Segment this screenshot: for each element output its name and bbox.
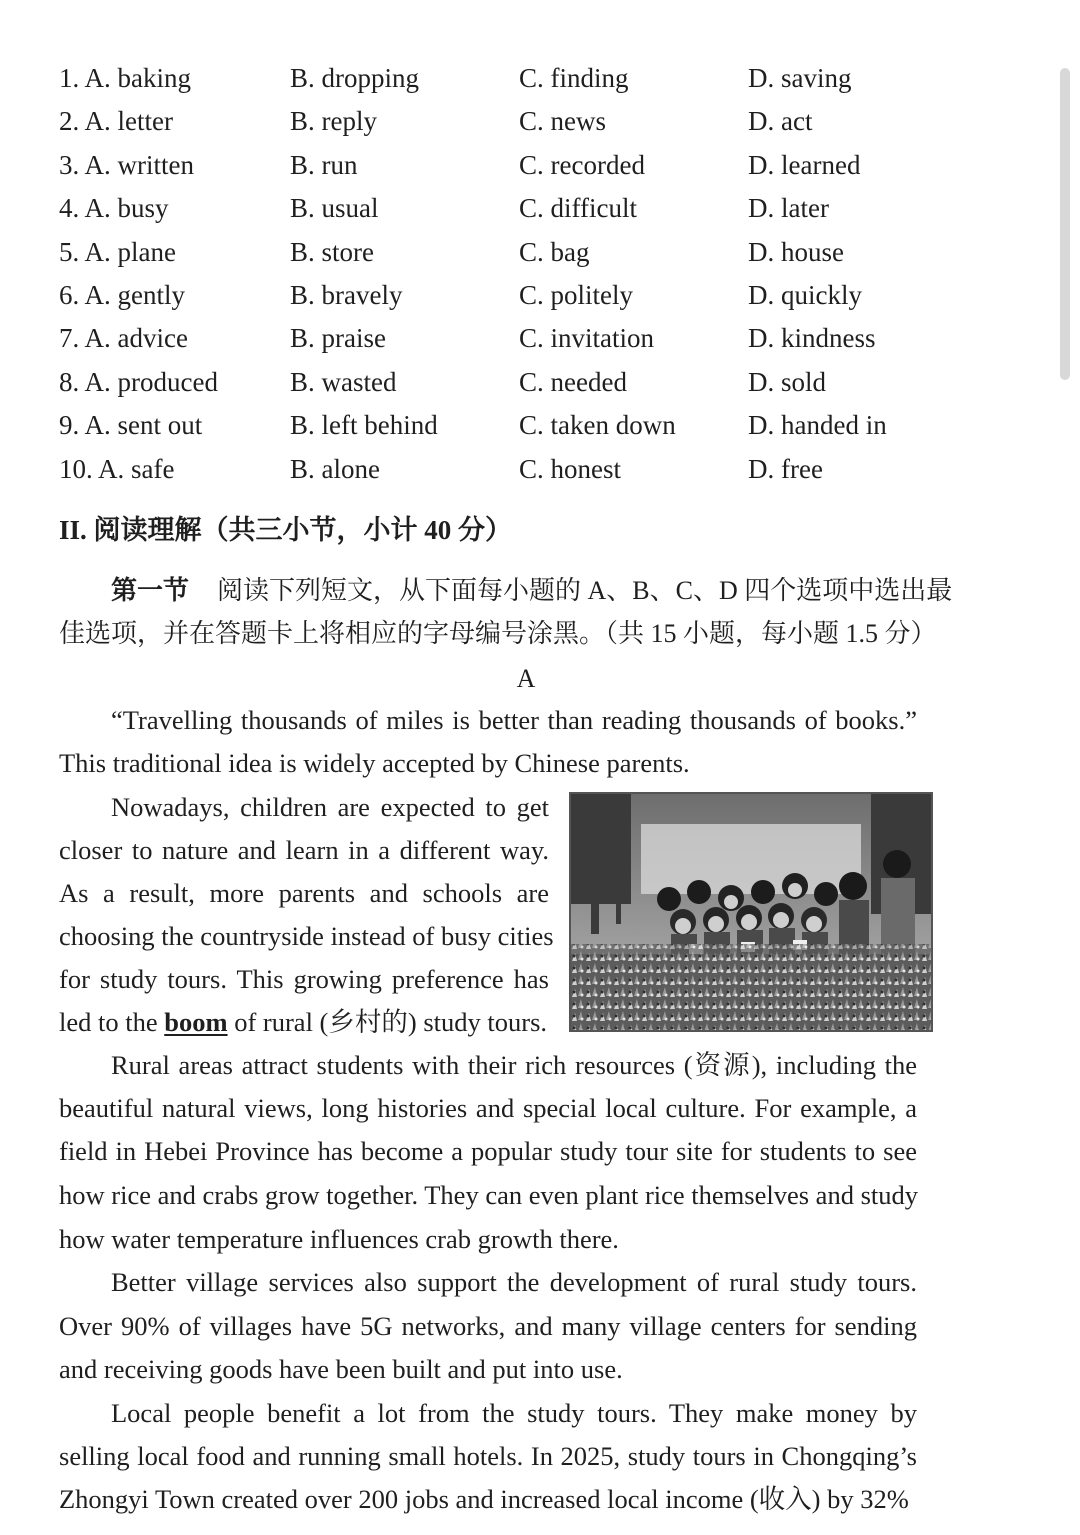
- option-c: C. needed: [519, 366, 627, 397]
- paragraph-5-line-3: Zhongyi Town created over 200 jobs and increased local income (收入) by 32%: [59, 1484, 909, 1514]
- paragraph-5-line-1: Local people benefit a lot from the study tours. They make money by: [111, 1398, 917, 1428]
- paragraph-4-line-2: Over 90% of villages have 5G networks, and many village centers for sending: [59, 1311, 917, 1341]
- paragraph-1-line-2: This traditional idea is widely accepted by Chinese parents.: [59, 748, 690, 778]
- boom-word: boom: [164, 1007, 228, 1037]
- option-d: D. quickly: [748, 280, 862, 310]
- option-c: C. politely: [519, 280, 633, 310]
- option-a: 1. A. baking: [59, 63, 191, 93]
- paragraph-2-line-3: As a result, more parents and schools are: [59, 878, 549, 908]
- paragraph-2-line-5: for study tours. This growing preference has: [59, 964, 549, 994]
- question-row: [0, 231, 1080, 274]
- text-before-boom: led to the: [59, 1007, 165, 1037]
- option-d: D. later: [748, 193, 829, 224]
- paragraph-2-line-4: choosing the countryside instead of busy cities: [59, 921, 554, 951]
- question-row: [0, 361, 1080, 404]
- option-b: B. praise: [290, 323, 386, 354]
- question-row: [0, 187, 1080, 230]
- paragraph-5-line-2: selling local food and running small hotels. In 2025, study tours in Chongqing’s: [59, 1441, 917, 1471]
- option-a: 7. A. advice: [59, 323, 188, 354]
- question-row: [0, 317, 1080, 360]
- option-c: C. finding: [519, 63, 629, 93]
- option-d: D. house: [748, 236, 844, 267]
- question-row: [0, 144, 1080, 187]
- option-b: B. usual: [290, 193, 379, 224]
- option-d: D. kindness: [748, 323, 876, 354]
- option-c: C. bag: [519, 236, 590, 267]
- scrollbar-thumb[interactable]: [1060, 68, 1070, 380]
- option-a: 6. A. gently: [59, 280, 185, 310]
- paragraph-4-line-3: and receiving goods have been built and put into use.: [59, 1354, 623, 1384]
- option-c: C. news: [519, 106, 606, 137]
- option-b: B. alone: [290, 453, 380, 484]
- paragraph-3-line-2: beautiful natural views, long histories and special local culture. For example, a: [59, 1093, 917, 1123]
- option-d: D. saving: [748, 63, 852, 93]
- paragraph-3-line-5: how water temperature influences crab growth there.: [59, 1224, 619, 1254]
- paragraph-3-line-4: how rice and crabs grow together. They can even plant rice themselves and study: [59, 1180, 918, 1210]
- study-tour-photo: [569, 792, 933, 1032]
- paragraph-3-line-3: field in Hebei Province has become a popular study tour site for students to see: [59, 1136, 917, 1166]
- option-b: B. dropping: [290, 63, 420, 93]
- option-d: D. learned: [748, 149, 861, 180]
- section-title: II. 阅读理解（共三小节，小计 40 分）: [59, 515, 513, 545]
- paragraph-2-line-2: closer to nature and learn in a different way.: [59, 835, 549, 865]
- paragraph-3-line-1: Rural areas attract students with their rich resources (资源), including the: [111, 1050, 917, 1080]
- passage-label: A: [516, 664, 536, 693]
- option-b: B. bravely: [290, 280, 403, 310]
- students-in-field-image: [571, 794, 931, 1030]
- paragraph-1-line-1: “Travelling thousands of miles is better than reading thousands of books.”: [111, 705, 917, 735]
- option-b: B. left behind: [290, 410, 438, 441]
- question-row: [0, 274, 1080, 317]
- option-d: D. act: [748, 106, 813, 137]
- question-row: [0, 404, 1080, 447]
- instruction-line-1: [59, 569, 953, 613]
- question-row: [0, 448, 1080, 491]
- option-b: B. run: [290, 149, 358, 180]
- option-a: 2. A. letter: [59, 106, 173, 137]
- option-d: D. sold: [748, 366, 827, 397]
- option-c: C. invitation: [519, 323, 654, 354]
- option-a: 8. A. produced: [59, 366, 218, 397]
- option-c: C. honest: [519, 453, 622, 484]
- option-c: C. difficult: [519, 193, 637, 224]
- option-b: B. reply: [290, 106, 377, 137]
- option-c: C. recorded: [519, 149, 645, 180]
- paragraph-2-line-6: [59, 1001, 547, 1044]
- option-b: B. wasted: [290, 366, 397, 397]
- paragraph-2-line-1: Nowadays, children are expected to get: [111, 792, 549, 822]
- option-d: D. free: [748, 453, 823, 484]
- option-a: 4. A. busy: [59, 193, 169, 224]
- instruction-line-2: 佳选项，并在答题卡上将相应的字母编号涂黑。（共 15 小题，每小题 1.5 分）: [59, 619, 937, 648]
- question-row: [0, 100, 1080, 143]
- option-d: D. handed in: [748, 410, 887, 441]
- instruction-text-1: 阅读下列短文，从下面每小题的 A、B、C、D 四个选项中选出最: [217, 576, 953, 605]
- option-c: C. taken down: [519, 410, 676, 441]
- question-row: [0, 57, 1080, 100]
- option-a: 10. A. safe: [59, 453, 175, 484]
- part-label: 第一节: [111, 576, 190, 605]
- option-b: B. store: [290, 236, 374, 267]
- paragraph-4-line-1: Better village services also support the development of rural study tours.: [111, 1267, 917, 1297]
- option-a: 5. A. plane: [59, 236, 176, 267]
- option-a: 3. A. written: [59, 149, 194, 180]
- text-after-boom: of rural (乡村的) study tours.: [227, 1007, 548, 1037]
- option-a: 9. A. sent out: [59, 410, 203, 441]
